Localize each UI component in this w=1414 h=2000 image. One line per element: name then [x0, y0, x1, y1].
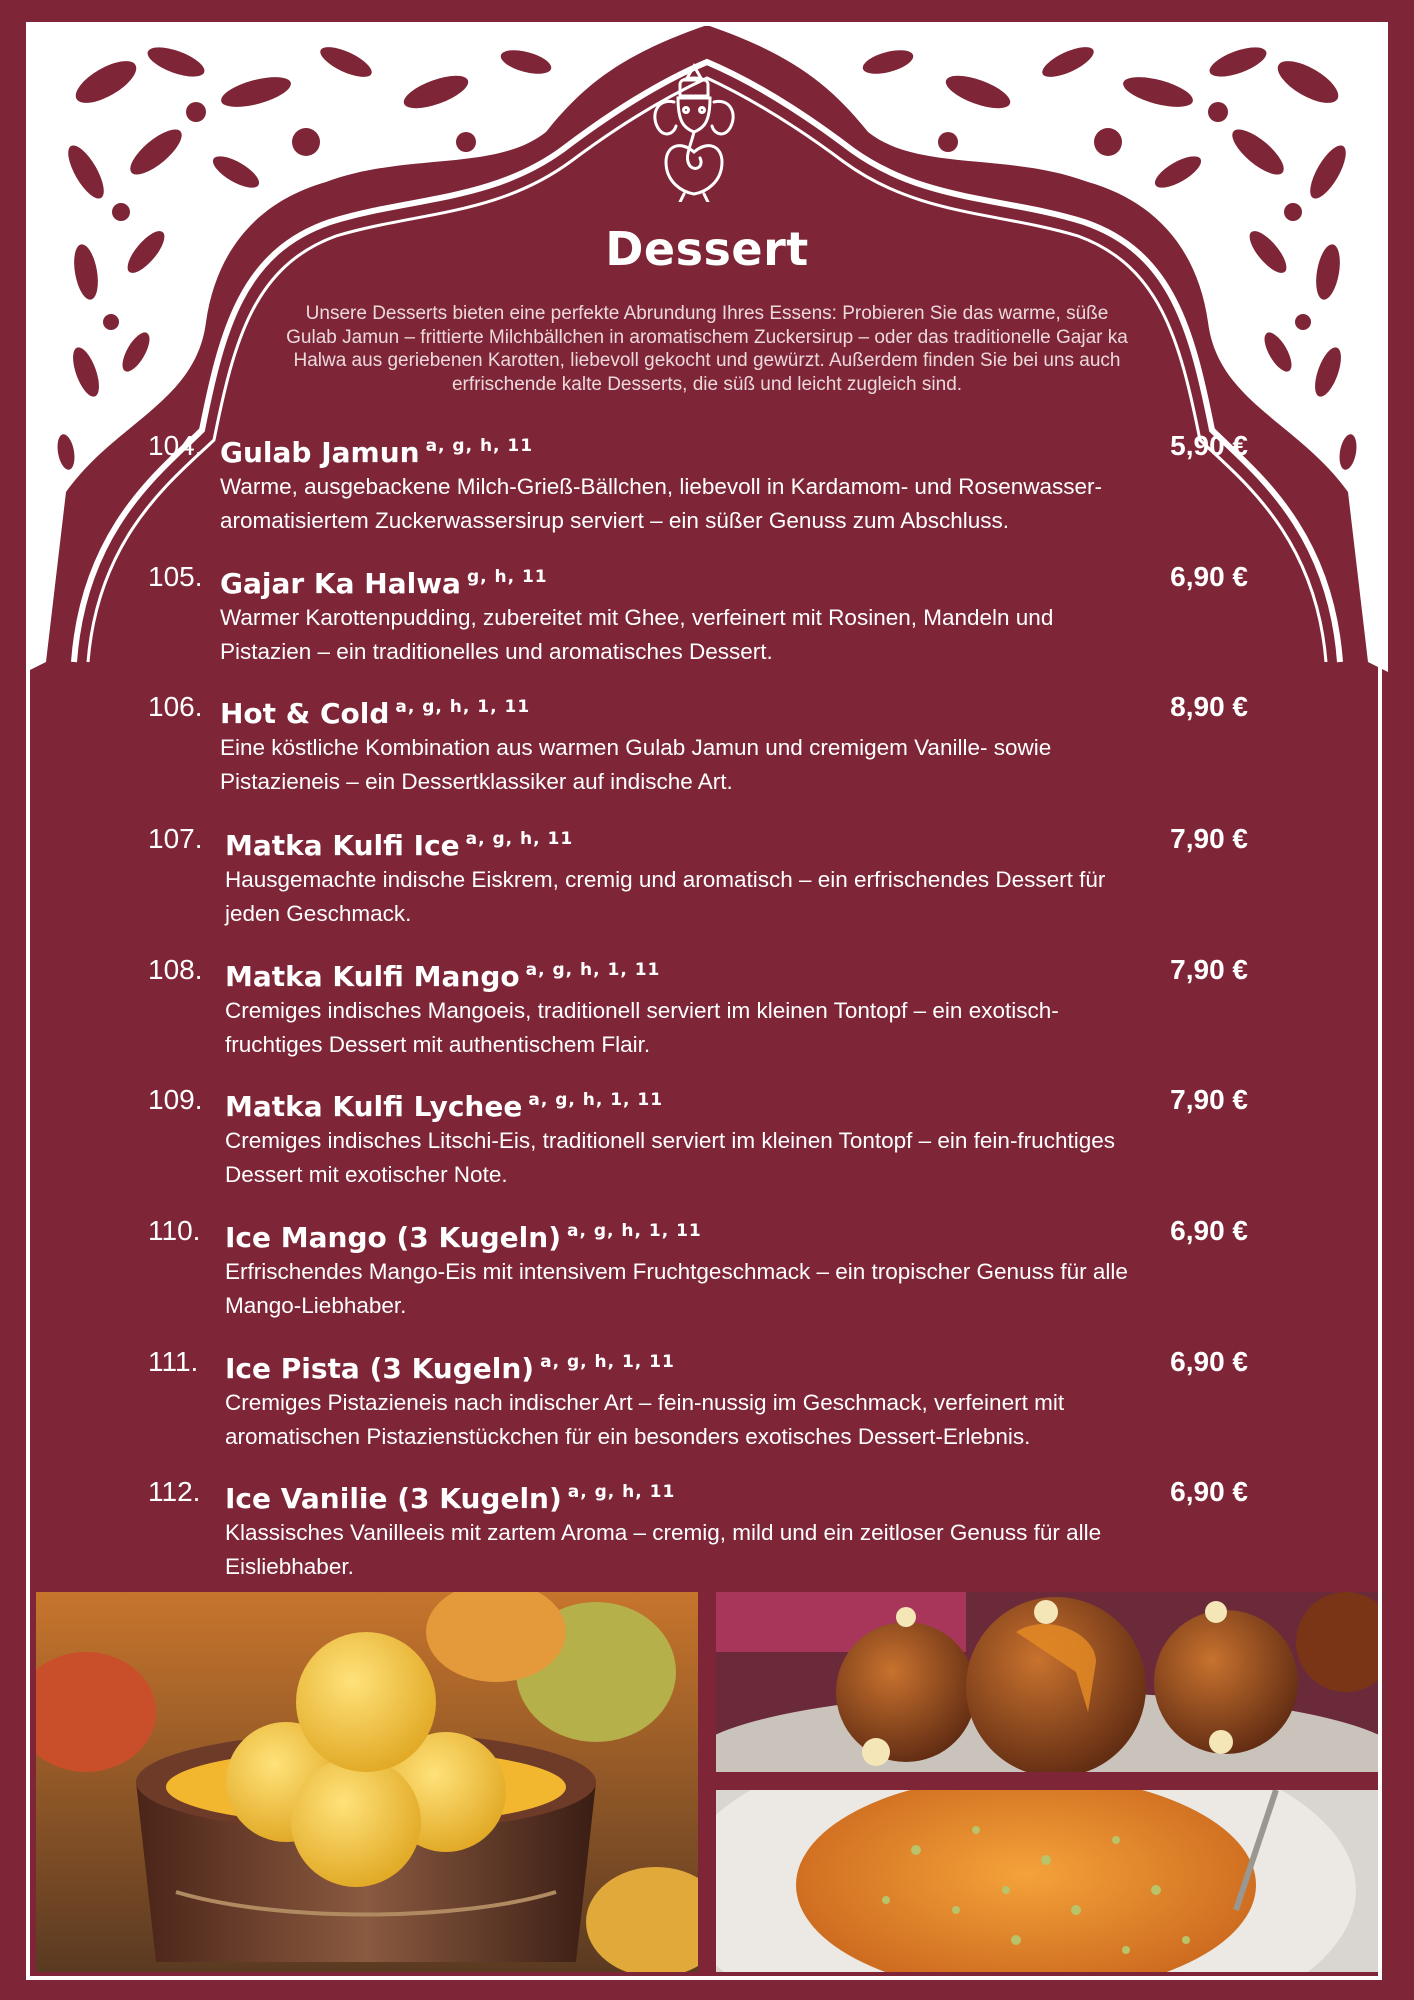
- allergen-codes: a, g, h, 11: [465, 829, 574, 849]
- item-description: Eine köstliche Kombination aus warmen Gulab Jamun und cremigem Vanille- sowie Pistazieneis – ein Dessertklassiker auf indische Art.: [220, 735, 1052, 794]
- item-price: 7,90 €: [1170, 954, 1248, 985]
- item-description: Klassisches Vanilleeis mit zartem Aroma – cremig, mild und ein zeitloser Genuss für alle Eisliebhaber.: [225, 1520, 1102, 1579]
- menu-item: [0, 952, 1414, 1072]
- allergen-codes: a, g, h, 11: [567, 1482, 676, 1502]
- item-number: 107.: [148, 823, 203, 854]
- menu-item: [0, 1344, 1414, 1464]
- allergen-codes: a, g, h, 1, 11: [528, 1090, 664, 1110]
- item-description: Warmer Karottenpudding, zubereitet mit Ghee, verfeinert mit Rosinen, Mandeln und Pistazien – ein traditionelles und aromatisches Dessert.: [220, 605, 1054, 664]
- item-number: 105.: [148, 561, 203, 592]
- item-price: 7,90 €: [1170, 1084, 1248, 1115]
- menu-item: [0, 559, 1414, 679]
- allergen-codes: a, g, h, 1, 11: [395, 697, 531, 717]
- item-price: 8,90 €: [1170, 691, 1248, 722]
- item-name: Ice Pista (3 Kugeln) $^{a, g, h, 1, 11}$: [225, 1352, 675, 1385]
- item-description: Erfrischendes Mango-Eis mit intensivem Fruchtgeschmack – ein tropischer Genuss für alle Mango-Liebhaber.: [225, 1259, 1128, 1318]
- item-name: Gajar Ka Halwa $^{g, h, 11}$: [220, 567, 548, 600]
- item-number: 104.: [148, 430, 203, 461]
- menu-item: [0, 689, 1414, 809]
- item-description: Warme, ausgebackene Milch-Grieß-Bällchen, liebevoll in Kardamom- und Rosenwasser-aromatisiertem Zuckerwassersirup serviert – ein süßer Genuss zum Abschluss.: [220, 474, 1103, 533]
- item-number: 108.: [148, 954, 203, 985]
- item-price: 6,90 €: [1170, 561, 1248, 592]
- item-name: Matka Kulfi Lychee $^{a, g, h, 1, 11}$: [225, 1090, 664, 1123]
- item-name: Ice Vanilie (3 Kugeln) $^{a, g, h, 11}$: [225, 1482, 676, 1515]
- item-name: Gulab Jamun $^{a, g, h, 11}$: [220, 436, 534, 469]
- menu-item: [0, 1082, 1414, 1202]
- allergen-codes: g, h, 11: [466, 567, 548, 587]
- ganesha-emblem-icon: [644, 62, 744, 202]
- menu-item: [0, 428, 1414, 548]
- item-price: 6,90 €: [1170, 1215, 1248, 1246]
- allergen-codes: a, g, h, 1, 11: [525, 960, 661, 980]
- allergen-codes: a, g, h, 11: [425, 436, 534, 456]
- item-price: 6,90 €: [1170, 1346, 1248, 1377]
- intro-text: Unsere Desserts bieten eine perfekte Abrundung Ihres Essens: Probieren Sie das warme, süße Gulab Jamun – frittierte Milchbällchen in aromatischem Zuckersirup – oder das traditionelle Gajar ka Halwa aus geriebenen Karotten, liebevoll gekocht und gewürzt. Außerdem finden Sie bei uns auch erfrischende kalte Desserts, die süß und leicht zugleich sind.: [286, 303, 1128, 395]
- allergen-codes: a, g, h, 1, 11: [567, 1221, 702, 1241]
- item-description: Hausgemachte indische Eiskrem, cremig und aromatisch – ein erfrischendes Dessert für jeden Geschmack.: [225, 867, 1106, 926]
- allergen-codes: a, g, h, 1, 11: [540, 1352, 675, 1372]
- gulab-jamun-photo: [716, 1592, 1378, 1772]
- mango-kulfi-photo: [36, 1592, 698, 1972]
- item-number: 112.: [148, 1476, 201, 1507]
- gajar-halwa-photo: [716, 1790, 1378, 1972]
- item-description: Cremiges indisches Litschi-Eis, traditionell serviert im kleinen Tontopf – ein fein-fruchtiges Dessert mit exotischer Note.: [225, 1128, 1115, 1187]
- item-name: Hot & Cold $^{a, g, h, 1, 11}$: [220, 697, 531, 730]
- item-number: 106.: [148, 691, 203, 722]
- menu-item: [0, 821, 1414, 941]
- item-description: Cremiges indisches Mangoeis, traditionell serviert im kleinen Tontopf – ein exotisch-fruchtiges Dessert mit authentischem Flair.: [225, 998, 1059, 1057]
- item-name: Ice Mango (3 Kugeln) $^{a, g, h, 1, 11}$: [225, 1221, 702, 1254]
- item-number: 110.: [148, 1215, 201, 1246]
- menu-item: [0, 1474, 1414, 1594]
- menu-item: [0, 1213, 1414, 1333]
- item-price: 5,90 €: [1170, 430, 1248, 461]
- item-number: 109.: [148, 1084, 203, 1115]
- item-description: Cremiges Pistazieneis nach indischer Art – fein-nussig im Geschmack, verfeinert mit aromatischen Pistazienstückchen für ein besonders exotisches Dessert-Erlebnis.: [225, 1390, 1065, 1449]
- item-price: 6,90 €: [1170, 1476, 1248, 1507]
- page-title: Dessert: [605, 222, 809, 276]
- item-number: 111.: [148, 1346, 199, 1377]
- item-name: Matka Kulfi Ice $^{a, g, h, 11}$: [225, 829, 574, 862]
- item-name: Matka Kulfi Mango $^{a, g, h, 1, 11}$: [225, 960, 661, 993]
- item-price: 7,90 €: [1170, 823, 1248, 854]
